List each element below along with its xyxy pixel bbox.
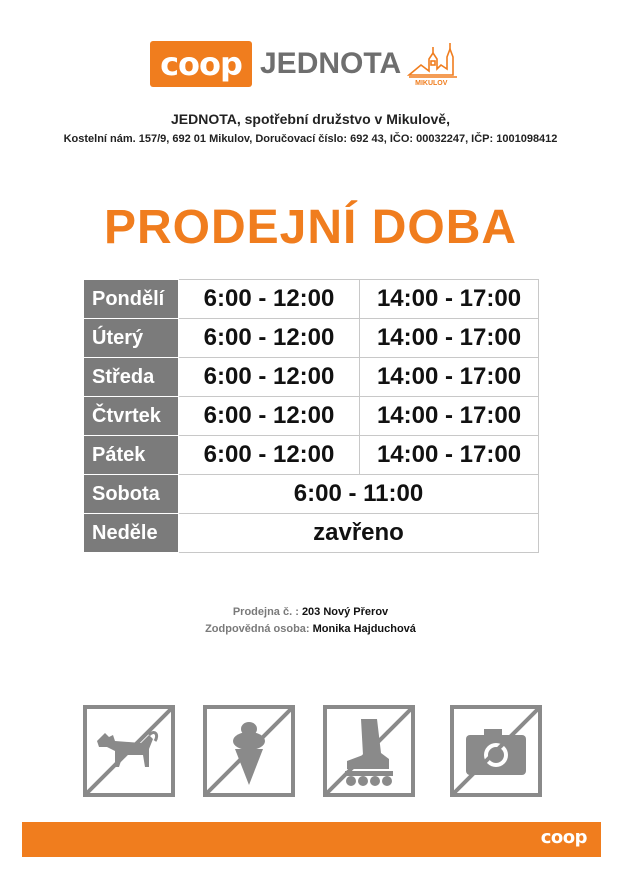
store-number-line — [0, 604, 621, 621]
store-number-value: 203 Nový Přerov — [301, 606, 389, 618]
no-ice-cream-icon — [203, 705, 295, 797]
mikulov-label: MIKULOV — [415, 80, 448, 87]
footer-bar — [22, 822, 601, 857]
morning-hours: 6:00 - 12:00 — [179, 358, 360, 397]
footer-coop-logo: coop — [540, 827, 587, 848]
table-row — [84, 475, 539, 514]
morning-hours: 6:00 - 12:00 — [179, 280, 360, 319]
morning-hours: 6:00 - 12:00 — [179, 397, 360, 436]
day-label: Pátek — [84, 436, 179, 475]
jednota-wordmark: JEDNOTA — [260, 47, 402, 80]
afternoon-hours: 14:00 - 17:00 — [360, 436, 539, 475]
no-rollerblades-icon — [323, 705, 415, 797]
day-label: Pondělí — [84, 280, 179, 319]
header-logo — [150, 40, 480, 88]
afternoon-hours: 14:00 - 17:00 — [360, 280, 539, 319]
day-label: Úterý — [84, 319, 179, 358]
all-day-hours: 6:00 - 11:00 — [179, 475, 539, 514]
afternoon-hours: 14:00 - 17:00 — [360, 358, 539, 397]
store-info — [0, 604, 621, 638]
page-title: PRODEJNÍ DOBA — [103, 201, 518, 254]
table-row — [84, 397, 539, 436]
table-row — [84, 436, 539, 475]
all-day-hours: zavřeno — [179, 514, 539, 553]
responsible-person-line — [0, 621, 621, 638]
day-label: Sobota — [84, 475, 179, 514]
company-name: JEDNOTA, spotřební družstvo v Mikulově, — [170, 111, 450, 127]
afternoon-hours: 14:00 - 17:00 — [360, 397, 539, 436]
day-label: Čtvrtek — [84, 397, 179, 436]
company-address: Kostelní nám. 157/9, 692 01 Mikulov, Doručovací číslo: 692 43, IČO: 00032247, IČP: 1001098412 — [63, 133, 558, 145]
mikulov-town-icon — [407, 41, 459, 87]
store-number-label: Prodejna č. : — [232, 606, 299, 618]
afternoon-hours: 14:00 - 17:00 — [360, 319, 539, 358]
day-label: Neděle — [84, 514, 179, 553]
table-row — [84, 514, 539, 553]
morning-hours: 6:00 - 12:00 — [179, 319, 360, 358]
day-label: Středa — [84, 358, 179, 397]
opening-hours-table — [83, 279, 539, 553]
responsible-person-value: Monika Hajduchová — [312, 623, 416, 635]
table-row — [84, 280, 539, 319]
morning-hours: 6:00 - 12:00 — [179, 436, 360, 475]
no-dogs-icon — [83, 705, 175, 797]
table-row — [84, 358, 539, 397]
no-photography-icon — [450, 705, 542, 797]
table-row — [84, 319, 539, 358]
coop-logo: coop — [150, 41, 252, 87]
responsible-person-label: Zodpovědná osoba: — [205, 623, 310, 635]
